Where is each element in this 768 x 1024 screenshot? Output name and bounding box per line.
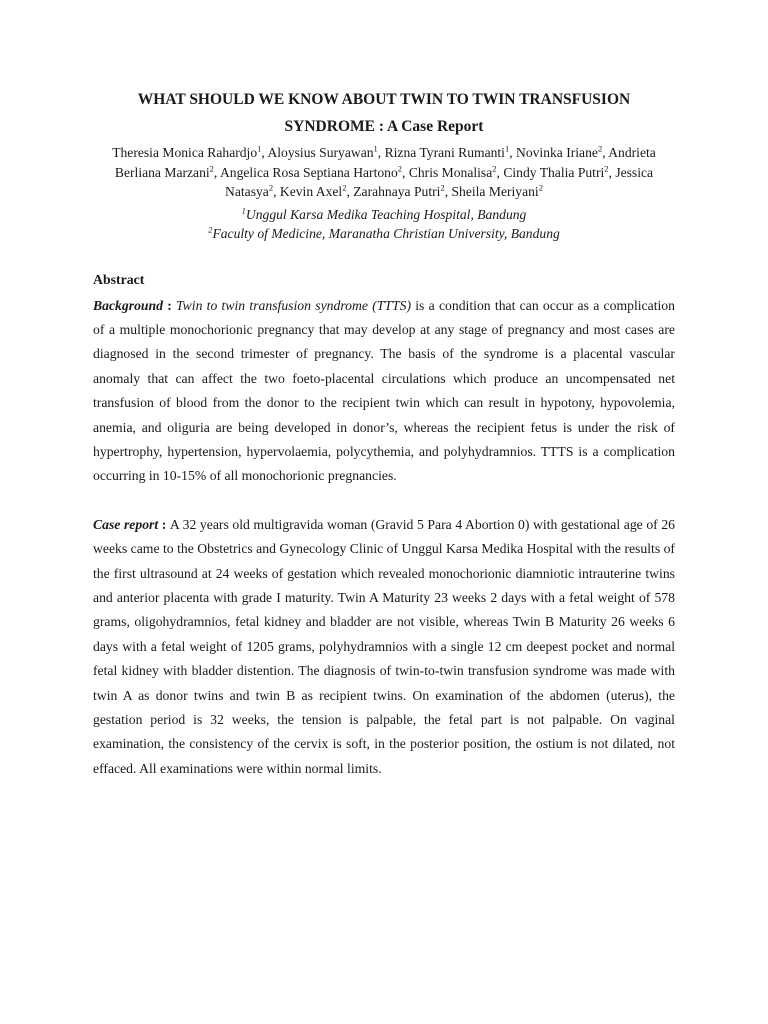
author-affiliation-mark: 2 xyxy=(209,162,214,173)
background-label: Background xyxy=(93,297,163,313)
affiliation-text: Unggul Karsa Medika Teaching Hospital, Bandung xyxy=(245,206,527,222)
author-separator: , xyxy=(377,145,385,160)
author-item xyxy=(408,162,504,180)
author-separator: , xyxy=(213,164,220,180)
author-name: Cindy Thalia Putri xyxy=(503,164,605,180)
author-name: Angelica Rosa Septiana Hartono xyxy=(219,164,398,180)
author-name: Novinka Iriane xyxy=(516,145,598,160)
author-affiliation-mark: 2 xyxy=(492,162,497,173)
author-affiliation-mark: 2 xyxy=(342,182,347,193)
author-separator: , xyxy=(444,184,452,199)
author-separator: , xyxy=(261,145,268,160)
paper-content xyxy=(93,86,675,781)
affiliation-1 xyxy=(93,205,675,224)
background-colon: : xyxy=(162,297,177,313)
abstract-heading: Abstract xyxy=(93,271,145,287)
author-item xyxy=(353,184,451,199)
author-item xyxy=(219,162,409,180)
author-affiliation-mark: 1 xyxy=(504,143,510,154)
author-separator: , xyxy=(402,164,409,180)
author-name: Jessica Natasya xyxy=(225,164,654,199)
affiliation-2 xyxy=(93,224,675,243)
case-report-label: Case report xyxy=(93,516,159,532)
author-affiliation-mark: 2 xyxy=(268,182,274,193)
author-item xyxy=(267,145,384,160)
author-separator: , xyxy=(509,145,517,160)
author-item xyxy=(280,184,353,199)
background-paragraph xyxy=(93,294,675,489)
author-name: Rizna Tyrani Rumanti xyxy=(384,145,505,160)
author-affiliation-mark: 1 xyxy=(257,143,262,154)
author-item xyxy=(451,184,542,199)
author-item xyxy=(516,145,608,160)
title-line-2: SYNDROME : A Case Report xyxy=(284,118,484,135)
affiliation-text: Faculty of Medicine, Maranatha Christian University, Bandung xyxy=(212,225,560,241)
author-separator: , xyxy=(346,184,354,199)
author-name: Chris Monalisa xyxy=(408,164,493,180)
author-item xyxy=(385,145,516,160)
affiliation-list xyxy=(93,205,675,243)
author-item xyxy=(503,162,616,180)
author-separator: , xyxy=(608,164,616,180)
author-list xyxy=(93,143,675,202)
author-separator: , xyxy=(496,164,504,180)
case-report-colon: : xyxy=(158,516,170,532)
author-name: Aloysius Suryawan xyxy=(267,145,374,160)
author-separator: , xyxy=(273,184,280,199)
author-affiliation-mark: 2 xyxy=(597,143,603,154)
ttts-term: Twin to twin transfusion syndrome (TTTS) xyxy=(176,297,411,313)
author-affiliation-mark: 2 xyxy=(604,162,609,173)
affiliation-mark: 1 xyxy=(241,204,246,215)
author-name: Theresia Monica Rahardjo xyxy=(112,145,258,160)
case-report-paragraph xyxy=(93,513,675,781)
affiliation-mark: 2 xyxy=(208,223,213,234)
author-item xyxy=(112,145,267,160)
author-affiliation-mark: 2 xyxy=(440,182,445,193)
author-separator: , xyxy=(602,145,609,160)
author-name: Sheila Meriyani xyxy=(451,184,539,199)
author-affiliation-mark: 2 xyxy=(538,182,543,193)
paper-title xyxy=(93,86,675,140)
title-line-1: WHAT SHOULD WE KNOW ABOUT TWIN TO TWIN TRANSFUSION xyxy=(137,91,631,108)
author-affiliation-mark: 2 xyxy=(397,162,403,173)
author-affiliation-mark: 1 xyxy=(373,143,378,154)
background-text: is a condition that can occur as a complication of a multiple monochorionic pregnancy that may develop at any stage of pregnancy and most cases are diagnosed in the second trimester of pregnancy. The basis of the syndrome is a placental vascular anomaly that can affect the two foeto-placental circulations which produce an uncompensated net transfusion of blood from the donor to the recipient twin which can result in hypotony, hypovolemia, anemia, and oliguria are being developed in donor’s, whereas the recipient fetus is under the risk of hypertrophy, hypertension, hypervolaemia, polycythemia, and polyhydramnios. TTTS is a complication occurring in 10-15% of all monochorionic pregnancies. xyxy=(93,297,675,484)
author-name: Kevin Axel xyxy=(279,184,343,199)
author-name: Andrieta Berliana Marzani xyxy=(114,145,656,180)
author-name: Zarahnaya Putri xyxy=(353,184,441,199)
case-report-text: A 32 years old multigravida woman (Gravid 5 Para 4 Abortion 0) with gestational age of 26 weeks came to the Obstetrics and Gynecology Clinic of Unggul Karsa Medika Hospital with the results of the first ultrasound at 24 weeks of gestation which revealed monochorionic diamniotic intrauterine twins and anterior placenta with grade I maturity. Twin A Maturity 23 weeks 2 days with a fetal weight of 578 grams, oligohydramnios, fetal kidney and bladder are not visible, whereas Twin B Maturity 26 weeks 6 days with a fetal weight of 1205 grams, polyhydramnios with a single 12 cm deepest pocket and normal fetal kidney with bladder distention. The diagnosis of twin-to-twin transfusion syndrome was made with twin A as donor twins and twin B as recipient twins. On examination of the abdomen (uterus), the gestation period is 32 weeks, the tension is palpable, the fetal part is not palpable. On vaginal examination, the consistency of the cervix is soft, in the posterior position, the ostium is not dilated, not effaced. All examinations were within normal limits. xyxy=(93,516,676,776)
